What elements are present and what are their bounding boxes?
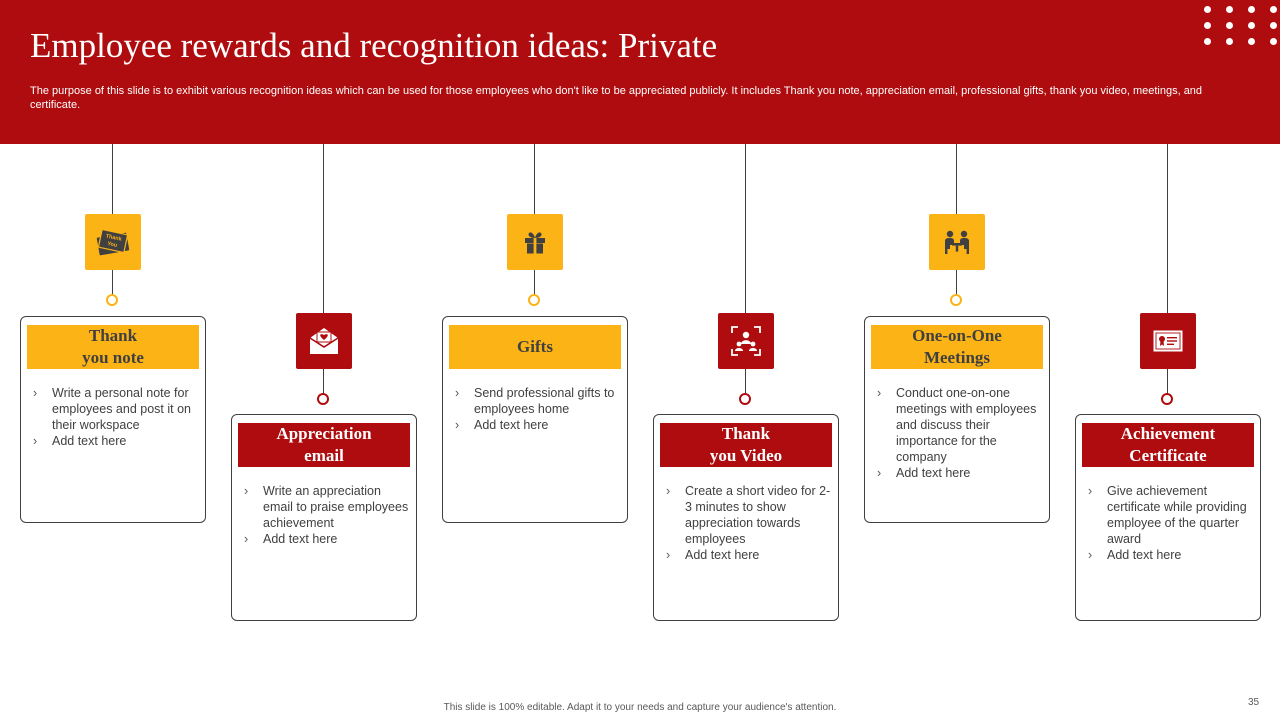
footer-note: This slide is 100% editable. Adapt it to your needs and capture your audience's attention. bbox=[443, 702, 837, 713]
svg-text:You: You bbox=[106, 240, 118, 249]
connector-line bbox=[112, 144, 113, 214]
page-number: 35 bbox=[1248, 697, 1260, 708]
timeline-node bbox=[950, 294, 962, 306]
card-title: Gifts bbox=[449, 325, 621, 369]
gift-icon bbox=[507, 214, 563, 270]
bullet-item: › Add text here bbox=[244, 531, 410, 547]
connector-line bbox=[323, 367, 324, 394]
bullet-item: › Add text here bbox=[877, 465, 1043, 481]
card-bullets bbox=[244, 483, 410, 547]
connector-line bbox=[745, 144, 746, 313]
thank-you-card-icon bbox=[85, 214, 141, 270]
card-title: Thank you note bbox=[27, 325, 199, 369]
bullet-item: › Write an appreciation email to praise employees achievement bbox=[244, 483, 410, 531]
certificate-icon bbox=[1140, 313, 1196, 369]
card-one-on-one-meetings bbox=[864, 316, 1050, 523]
meeting-icon bbox=[929, 214, 985, 270]
connector-line bbox=[112, 270, 113, 296]
timeline-node bbox=[739, 393, 751, 405]
timeline-node bbox=[528, 294, 540, 306]
svg-text:Thank: Thank bbox=[105, 233, 123, 243]
card-title: One-on-One Meetings bbox=[871, 325, 1043, 369]
header-banner bbox=[0, 0, 1280, 144]
connector-line bbox=[956, 270, 957, 296]
connector-line bbox=[745, 367, 746, 394]
bullet-item: › Add text here bbox=[1088, 547, 1254, 563]
card-bullets bbox=[33, 385, 199, 449]
connector-line bbox=[1167, 367, 1168, 394]
slide-subtitle: The purpose of this slide is to exhibit various recognition ideas which can be used for those employees who don't like to be appreciated publicly. It includes Thank you note, appreciation email, professional gifts, thank you video, meetings, and certificate. bbox=[30, 85, 1203, 111]
bullet-item: › Create a short video for 2-3 minutes to show appreciation towards employees bbox=[666, 483, 832, 547]
card-bullets bbox=[1088, 483, 1254, 563]
timeline-node bbox=[1161, 393, 1173, 405]
decorative-dots bbox=[1200, 2, 1280, 46]
card-achievement-certificate bbox=[1075, 414, 1261, 621]
connector-line bbox=[323, 144, 324, 313]
card-bullets bbox=[666, 483, 832, 563]
bullet-item: › Add text here bbox=[666, 547, 832, 563]
slide-title: Employee rewards and recognition ideas: Private bbox=[30, 26, 718, 65]
connector-line bbox=[534, 144, 535, 214]
connector-line bbox=[1167, 144, 1168, 313]
card-bullets bbox=[877, 385, 1043, 481]
card-appreciation-email bbox=[231, 414, 417, 621]
card-bullets bbox=[455, 385, 621, 433]
video-meeting-icon bbox=[718, 313, 774, 369]
timeline-node bbox=[317, 393, 329, 405]
card-thank-you-note bbox=[20, 316, 206, 523]
bullet-item: › Add text here bbox=[33, 433, 199, 449]
card-thank-you-video bbox=[653, 414, 839, 621]
card-title: Appreciation email bbox=[238, 423, 410, 467]
bullet-item: › Add text here bbox=[455, 417, 621, 433]
connector-line bbox=[956, 144, 957, 214]
connector-line bbox=[534, 270, 535, 296]
bullet-item: › Give achievement certificate while providing employee of the quarter award bbox=[1088, 483, 1254, 547]
card-title: Thank you Video bbox=[660, 423, 832, 467]
bullet-item: › Write a personal note for employees and post it on their workspace bbox=[33, 385, 199, 433]
envelope-icon bbox=[296, 313, 352, 369]
bullet-item: › Conduct one-on-one meetings with employees and discuss their importance for the company bbox=[877, 385, 1043, 465]
card-gifts bbox=[442, 316, 628, 523]
bullet-item: › Send professional gifts to employees home bbox=[455, 385, 621, 417]
card-title: Achievement Certificate bbox=[1082, 423, 1254, 467]
timeline-node bbox=[106, 294, 118, 306]
